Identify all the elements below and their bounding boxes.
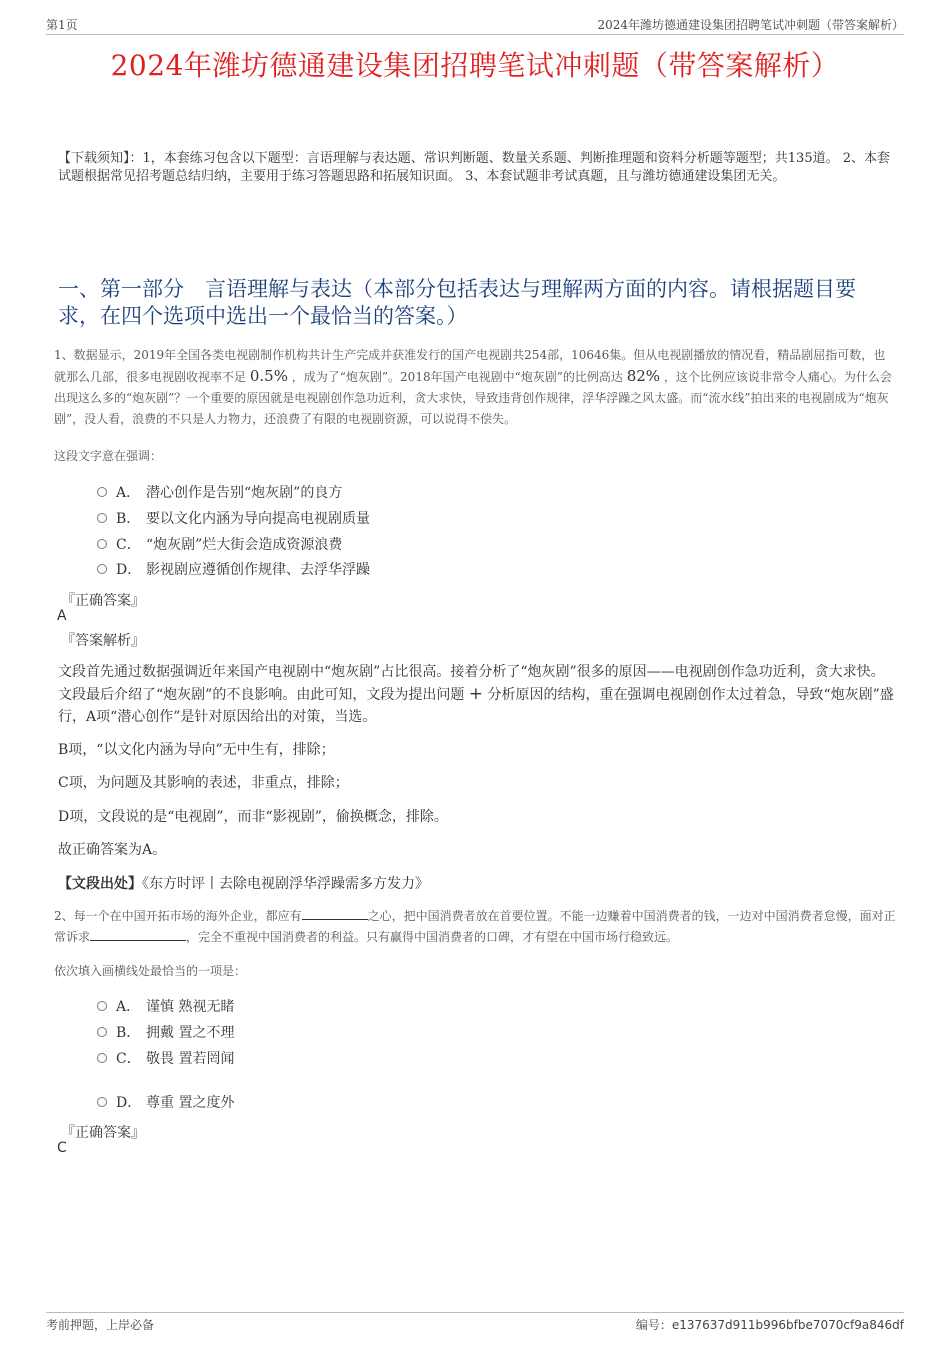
option-d[interactable]: D． 影视剧应遵循创作规律、去浮华浮躁 [97,560,370,580]
document-id: 编号：e137637d911b996bfbe7070cf9a846df [635,1318,904,1332]
footer-slogan: 考前押题，上岸必备 [46,1318,155,1332]
radio-icon[interactable] [97,513,107,523]
option-b[interactable]: B． 拥戴 置之不理 [97,1023,234,1043]
radio-icon[interactable] [97,1097,107,1107]
blank-1 [302,908,368,920]
question-2-prompt: 依次填入画横线处最恰当的一项是： [54,964,247,978]
source-text: 《东方时评丨去除电视剧浮华浮躁需多方发力》 [142,876,429,892]
math-value: 0.5% [249,367,288,385]
plus-sign: + [468,684,484,704]
math-value: 82% [626,367,661,385]
document-title: 2024年潍坊德通建设集团招聘笔试冲刺题（带答案解析） [110,49,840,82]
section-title: 一、第一部分 言语理解与表达（本部分包括表达与理解两方面的内容。请根据题目要求，在四个选项中选出一个最恰当的答案。） [58,277,856,328]
correct-answer: C [57,1140,67,1156]
radio-icon[interactable] [97,487,107,497]
analysis-d: D项，文段说的是“电视剧”，而非“影视剧”，偷换概念，排除。 [58,809,448,825]
correct-answer: A [57,608,67,624]
page-number: 第1页 [46,18,78,32]
option-d[interactable]: D． 尊重 置之度外 [97,1093,234,1113]
blank-2 [90,929,186,941]
option-c[interactable]: C． “炮灰剧”烂大街会造成资源浪费 [97,535,342,555]
question-1-text: 1、数据显示，2019年全国各类电视剧制作机构共计生产完成并获准发行的国产电视剧共254部，10646集。但从电视剧播放的情况看，精品剧屈指可数，也就那么几部，很多电视剧收视率不足 0.5% ，成为了“炮灰剧”。2018年国产电视剧中“炮灰剧”的比例高达 82% ，这个比例应该说非常令人痛心。为什么会出现这么多的“炮灰剧”？一个重要的原因就是电视剧创作急功近利，贪大求快，导致违背创作规律，浮华浮躁之风太盛。而“流水线”拍出来的电视剧成为“炮灰剧”，没人看，浪费的不只是人力物力，还浪费了有限的电视剧资源，可以说得不偿失。 [54,348,892,426]
page-footer [46,1312,904,1333]
option-b[interactable]: B． 要以文化内涵为导向提高电视剧质量 [97,509,370,529]
analysis-b: B项，“以文化内涵为导向”无中生有，排除； [58,742,335,758]
download-notice: 【下载须知】：1，本套练习包含以下题型：言语理解与表达题、常识判断题、数量关系题、判断推理题和资料分析题等题型；共135道。 2、本套试题根据常见招考题总结归纳，主要用于练习答题思路和拓展知识面。 3、本套试题非考试真题，且与潍坊德通建设集团无关。 [58,151,890,184]
radio-icon[interactable] [97,564,107,574]
option-a[interactable]: A． 潜心创作是告别“炮灰剧”的良方 [97,483,342,503]
option-a[interactable]: A． 谨慎 熟视无睹 [97,997,234,1017]
question-1-prompt: 这段文字意在强调： [54,449,163,463]
source-label: 【文段出处】 [58,876,142,892]
question-2-text: 2、每一个在中国开拓市场的海外企业，都应有 之心，把中国消费者放在首要位置。不能一边赚着中国消费者的钱，一边对中国消费者怠慢，面对正常诉求 ，完全不重视中国消费者的利益。只有赢得中国消费者的口碑，才有望在中国市场行稳致远。 [54,909,896,944]
answer-label: 『正确答案』 [61,1125,145,1141]
source-line [58,873,898,895]
header-doc-title: 2024年潍坊德通建设集团招聘笔试冲刺题（带答案解析） [597,18,904,32]
answer-label: 『正确答案』 [61,593,145,609]
radio-icon[interactable] [97,539,107,549]
radio-icon[interactable] [97,1027,107,1037]
analysis-c: C项，为问题及其影响的表述，非重点，排除； [58,775,349,791]
page-header [46,14,904,35]
analysis-text: 文段首先通过数据强调近年来国产电视剧中“炮灰剧”占比很高。接着分析了“炮灰剧”很多的原因——电视剧创作急功近利，贪大求快。文段最后介绍了“炮灰剧”的不良影响。由此可知，文段为提出问题 + 分析原因的结构，重在强调电视剧创作太过着急，导致“炮灰剧”盛行，A项“潜心创作”是针对原因给出的对策，当选。 [58,664,894,725]
radio-icon[interactable] [97,1053,107,1063]
conclusion: 故正确答案为A。 [58,842,167,858]
option-c[interactable]: C． 敬畏 置若罔闻 [97,1049,234,1069]
analysis-label: 『答案解析』 [61,633,145,649]
radio-icon[interactable] [97,1001,107,1011]
